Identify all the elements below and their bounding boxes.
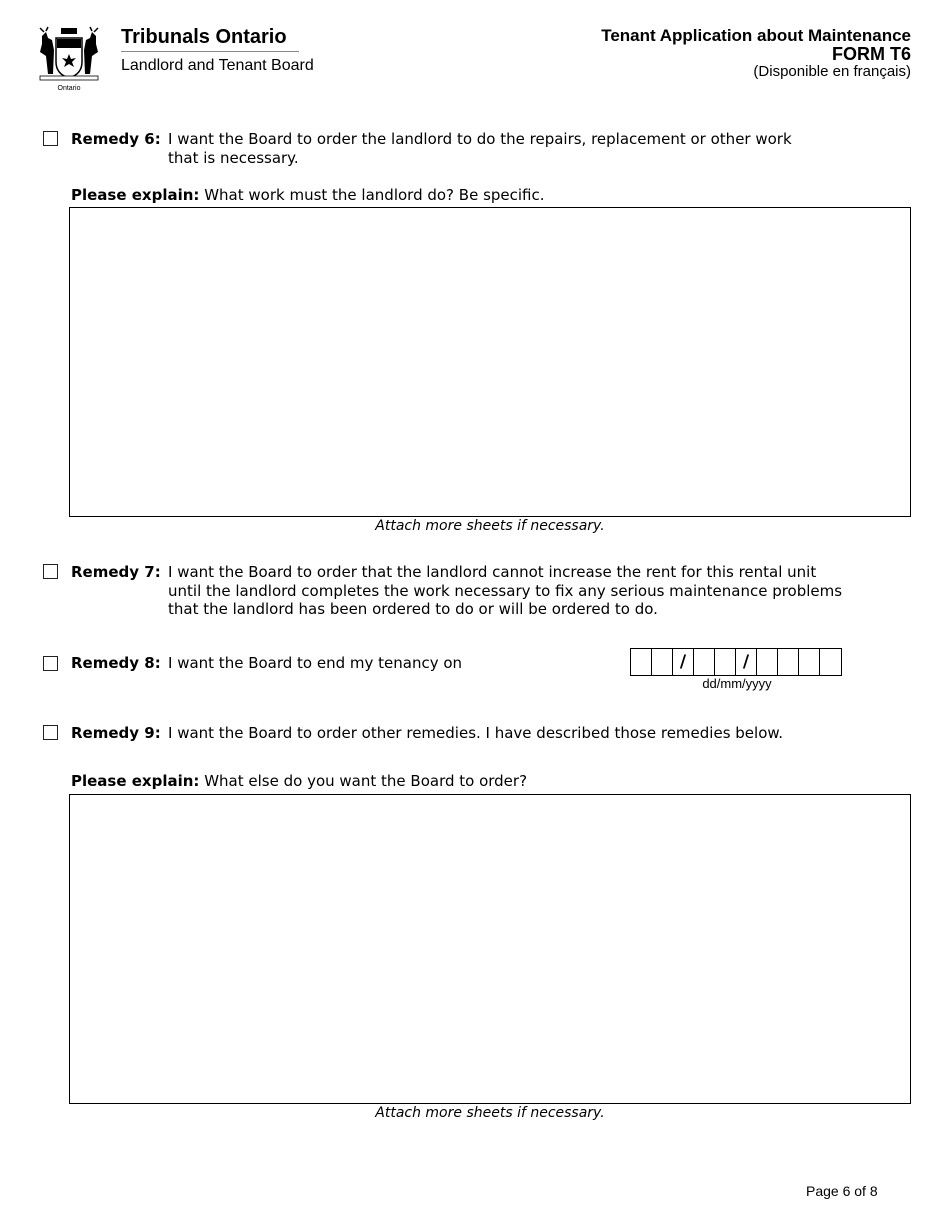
remedy-6-text <box>168 130 792 167</box>
remedy-6-label: Remedy 6: <box>71 130 161 148</box>
logo-caption: Ontario <box>57 85 81 92</box>
date-year-digit-3[interactable] <box>799 649 820 675</box>
remedy-9-text: I want the Board to order other remedies. I have described those remedies below. <box>168 724 784 742</box>
remedy-9-explain <box>71 772 527 790</box>
date-month-digit-1[interactable] <box>694 649 715 675</box>
remedy-6-explain-textarea[interactable] <box>69 207 911 517</box>
remedy-9-explain-textarea[interactable] <box>69 794 911 1104</box>
french-availability: (Disponible en français) <box>753 63 911 80</box>
remedy-6-line-2: that is necessary. <box>168 148 299 167</box>
remedy-9-checkbox[interactable] <box>43 725 58 740</box>
remedy-8-text: I want the Board to end my tenancy on <box>168 654 463 672</box>
org-divider <box>121 51 299 52</box>
date-year-digit-2[interactable] <box>778 649 799 675</box>
remedy-8-checkbox[interactable] <box>43 656 58 671</box>
form-title: Tenant Application about Maintenance <box>601 26 911 45</box>
org-name: Tribunals Ontario <box>121 26 287 48</box>
remedy-9-explain-label: Please explain: <box>71 772 200 790</box>
form-header <box>601 26 911 80</box>
remedy-7-label: Remedy 7: <box>71 563 161 581</box>
remedy-9-attach-note: Attach more sheets if necessary. <box>375 1105 605 1121</box>
date-month-digit-2[interactable] <box>715 649 736 675</box>
date-separator: / <box>736 649 757 675</box>
remedy-6-explain-label: Please explain: <box>71 186 200 204</box>
date-day-digit-1[interactable] <box>631 649 652 675</box>
remedy-8-label: Remedy 8: <box>71 654 161 672</box>
remedy-7-checkbox[interactable] <box>43 564 58 579</box>
remedy-6-checkbox[interactable] <box>43 131 58 146</box>
tenancy-end-date-field[interactable] <box>630 648 842 676</box>
date-format-hint: dd/mm/yyyy <box>702 676 772 691</box>
form-id: FORM T6 <box>832 44 911 64</box>
remedy-7-line-3: that the landlord has been ordered to do or will be ordered to do. <box>168 600 658 618</box>
date-separator: / <box>673 649 694 675</box>
remedy-7-text <box>168 563 842 619</box>
remedy-6-line-1: I want the Board to order the landlord to do the repairs, replacement or other work <box>168 130 792 148</box>
date-year-digit-4[interactable] <box>820 649 841 675</box>
org-subtitle: Landlord and Tenant Board <box>121 57 314 74</box>
ontario-coat-of-arms-logo <box>36 26 102 92</box>
remedy-6-explain-text: What work must the landlord do? Be specific. <box>204 186 545 204</box>
remedy-7-line-1: I want the Board to order that the landlord cannot increase the rent for this rental unit <box>168 563 817 581</box>
remedy-9-label: Remedy 9: <box>71 724 161 742</box>
page-number: Page 6 of 8 <box>806 1183 878 1199</box>
date-day-digit-2[interactable] <box>652 649 673 675</box>
date-year-digit-1[interactable] <box>757 649 778 675</box>
remedy-6-explain <box>71 186 545 204</box>
remedy-6-attach-note: Attach more sheets if necessary. <box>375 518 605 534</box>
remedy-9-explain-text: What else do you want the Board to order? <box>204 772 528 790</box>
remedy-7-line-2: until the landlord completes the work necessary to fix any serious maintenance problems <box>168 581 843 600</box>
